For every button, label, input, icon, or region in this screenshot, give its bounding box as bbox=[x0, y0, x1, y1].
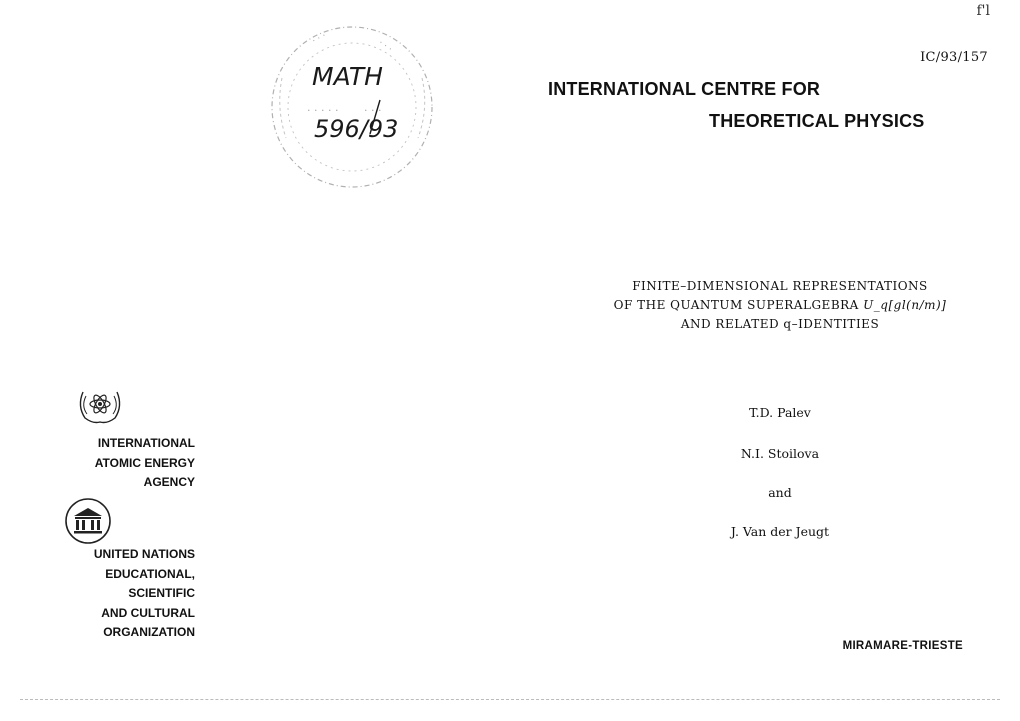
unesco-logo bbox=[64, 497, 112, 550]
paper-title-math: U_q[gl(n/m)] bbox=[863, 298, 947, 312]
unesco-name-line3: SCIENTIFIC bbox=[128, 586, 195, 600]
centre-name-line1: INTERNATIONAL CENTRE FOR bbox=[548, 79, 821, 99]
iaea-name-line2: ATOMIC ENERGY bbox=[94, 455, 195, 470]
report-number: IC/93/157 bbox=[920, 50, 988, 65]
svg-text:· · ·: · · · bbox=[364, 104, 382, 117]
stamp-handwriting-line1: MATH bbox=[312, 62, 383, 91]
iaea-emblem-icon bbox=[75, 384, 125, 426]
location-miramare-trieste: MIRAMARE-TRIESTE bbox=[842, 640, 963, 652]
unesco-temple-icon bbox=[64, 497, 112, 545]
unesco-name bbox=[94, 545, 195, 643]
centre-name-line2: THEORETICAL PHYSICS bbox=[709, 111, 925, 131]
stamp-handwriting-line2: 596/93 bbox=[314, 115, 399, 143]
author-conjunction: and bbox=[768, 485, 792, 500]
paper-title-line3: AND RELATED q–IDENTITIES bbox=[680, 317, 880, 331]
paper-title-line1: FINITE–DIMENSIONAL REPRESENTATIONS bbox=[632, 279, 928, 293]
iaea-name bbox=[95, 434, 195, 493]
author-van-der-jeugt: J. Van der Jeugt bbox=[730, 524, 830, 539]
unesco-name-line5: ORGANIZATION bbox=[103, 625, 195, 639]
library-stamp bbox=[252, 12, 472, 197]
paper-title-line2-text: OF THE QUANTUM SUPERALGEBRA bbox=[613, 298, 864, 312]
paper-title-line2 bbox=[560, 296, 1000, 315]
unesco-name-line1: UNITED NATIONS bbox=[93, 547, 195, 561]
author-palev: T.D. Palev bbox=[749, 405, 811, 420]
iaea-name-line3: AGENCY bbox=[143, 475, 195, 489]
library-stamp-graphic bbox=[252, 12, 472, 192]
svg-text:· · ·: · · · bbox=[376, 38, 394, 55]
scan-bottom-rule bbox=[20, 699, 1000, 700]
unesco-name-line4: AND CULTURAL bbox=[101, 605, 195, 620]
paper-title bbox=[560, 277, 1000, 334]
corner-mark: f'l bbox=[976, 3, 990, 19]
svg-text:· · · · ·: · · · · · bbox=[307, 104, 339, 117]
author-stoilova: N.I. Stoilova bbox=[740, 446, 820, 461]
iaea-logo bbox=[75, 384, 125, 431]
iaea-name-line1: INTERNATIONAL bbox=[97, 436, 195, 450]
unesco-name-line2: EDUCATIONAL, bbox=[105, 566, 195, 581]
svg-text:· · ·: · · · bbox=[310, 31, 329, 47]
